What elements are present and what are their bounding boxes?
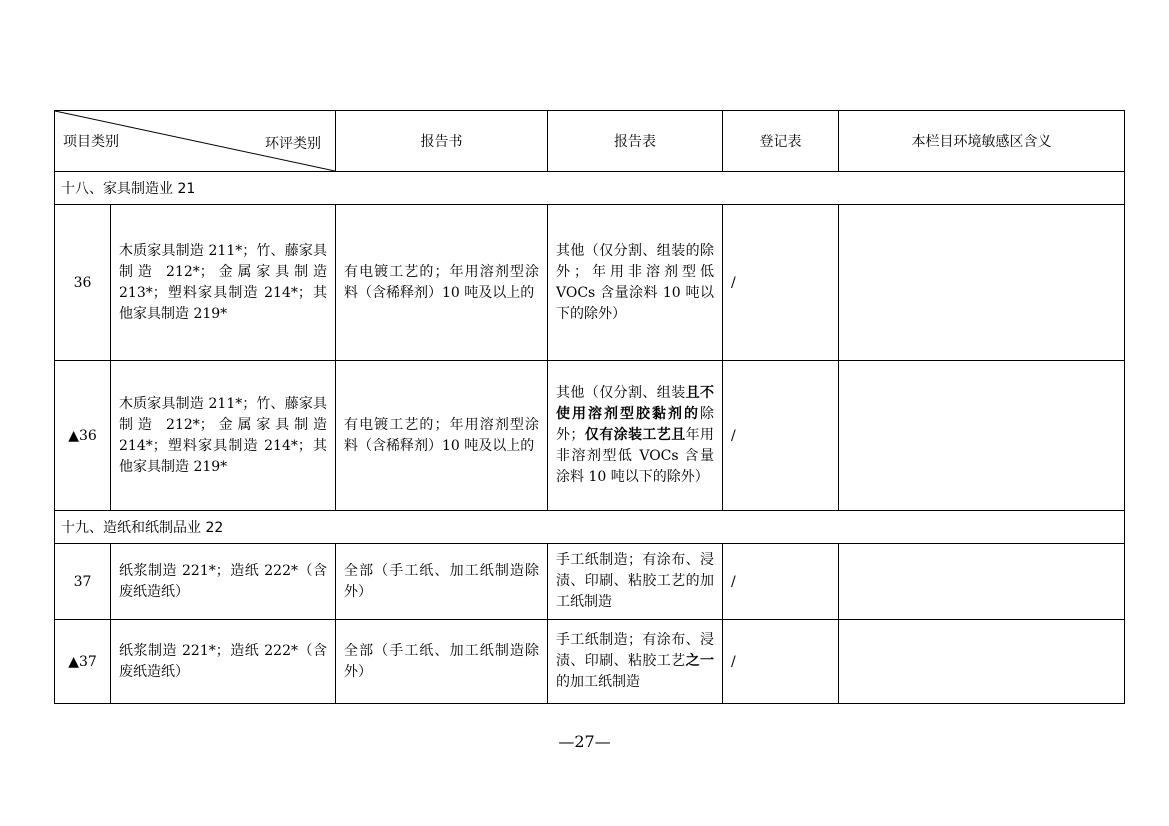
eia-classification-table bbox=[54, 110, 1125, 704]
sensitive-area-cell bbox=[839, 361, 1125, 511]
project-category-cell: 纸浆制造 221*；造纸 222*（含废纸造纸） bbox=[111, 544, 336, 620]
report-form-cell bbox=[548, 620, 723, 704]
row-number: 36 bbox=[55, 205, 111, 361]
report-book-cell: 全部（手工纸、加工纸制造除外） bbox=[336, 620, 548, 704]
eia-category-label: 环评类别 bbox=[265, 136, 321, 152]
report-book-cell: 全部（手工纸、加工纸制造除外） bbox=[336, 544, 548, 620]
report-form-text: 除外； bbox=[556, 406, 714, 443]
report-book-cell: 有电镀工艺的；年用溶剂型涂料（含稀释剂）10 吨及以上的 bbox=[336, 205, 548, 361]
report-form-text: 年用非溶剂型低 VOCs 含量涂料 10 吨以下的除外） bbox=[556, 427, 715, 485]
report-form-text: 手工纸制造；有涂布、浸渍、印刷、粘胶工艺 bbox=[556, 632, 714, 669]
report-form-emphasis: 之一 bbox=[685, 653, 715, 669]
project-category-cell: 木质家具制造 211*；竹、藤家具制造 212*；金属家具制造 213*；塑料家具制造 214*；其他家具制造 219* bbox=[111, 205, 336, 361]
section-label: 十九、造纸和纸制品业 22 bbox=[55, 511, 1125, 544]
report-form-emphasis: 且不使用溶剂型胶黏剂的 bbox=[556, 385, 715, 422]
table-row bbox=[55, 361, 1125, 511]
diagonal-header-cell bbox=[55, 111, 336, 172]
report-form-emphasis: 仅有涂装工艺且 bbox=[584, 427, 686, 443]
table-row bbox=[55, 544, 1125, 620]
project-category-cell: 纸浆制造 221*；造纸 222*（含废纸造纸） bbox=[111, 620, 336, 704]
table-header-row bbox=[55, 111, 1125, 172]
registration-cell: / bbox=[723, 205, 839, 361]
sensitive-area-cell bbox=[839, 620, 1125, 704]
report-book-cell: 有电镀工艺的；年用溶剂型涂料（含稀释剂）10 吨及以上的 bbox=[336, 361, 548, 511]
page-number: —27— bbox=[558, 732, 611, 751]
report-form-cell bbox=[548, 361, 723, 511]
registration-form-header: 登记表 bbox=[723, 111, 839, 172]
project-category-label: 项目类别 bbox=[63, 134, 119, 150]
report-form-cell: 手工纸制造；有涂布、浸渍、印刷、粘胶工艺的加工纸制造 bbox=[548, 544, 723, 620]
section-row bbox=[55, 172, 1125, 205]
report-form-text: 的加工纸制造 bbox=[556, 674, 640, 690]
registration-cell: / bbox=[723, 620, 839, 704]
row-number: ▲37 bbox=[55, 620, 111, 704]
registration-cell: / bbox=[723, 361, 839, 511]
table-row bbox=[55, 620, 1125, 704]
report-book-header: 报告书 bbox=[336, 111, 548, 172]
project-category-cell: 木质家具制造 211*；竹、藤家具制造 212*；金属家具制造 214*；塑料家具制造 214*；其他家具制造 219* bbox=[111, 361, 336, 511]
section-row bbox=[55, 511, 1125, 544]
sensitive-area-cell bbox=[839, 205, 1125, 361]
section-label: 十八、家具制造业 21 bbox=[55, 172, 1125, 205]
report-form-header: 报告表 bbox=[548, 111, 723, 172]
sensitive-area-header: 本栏目环境敏感区含义 bbox=[839, 111, 1125, 172]
table-row bbox=[55, 205, 1125, 361]
report-form-cell: 其他（仅分割、组装的除外；年用非溶剂型低 VOCs 含量涂料 10 吨以下的除外） bbox=[548, 205, 723, 361]
registration-cell: / bbox=[723, 544, 839, 620]
sensitive-area-cell bbox=[839, 544, 1125, 620]
report-form-text: 其他（仅分割、组装 bbox=[556, 385, 686, 401]
row-number: 37 bbox=[55, 544, 111, 620]
row-number: ▲36 bbox=[55, 361, 111, 511]
